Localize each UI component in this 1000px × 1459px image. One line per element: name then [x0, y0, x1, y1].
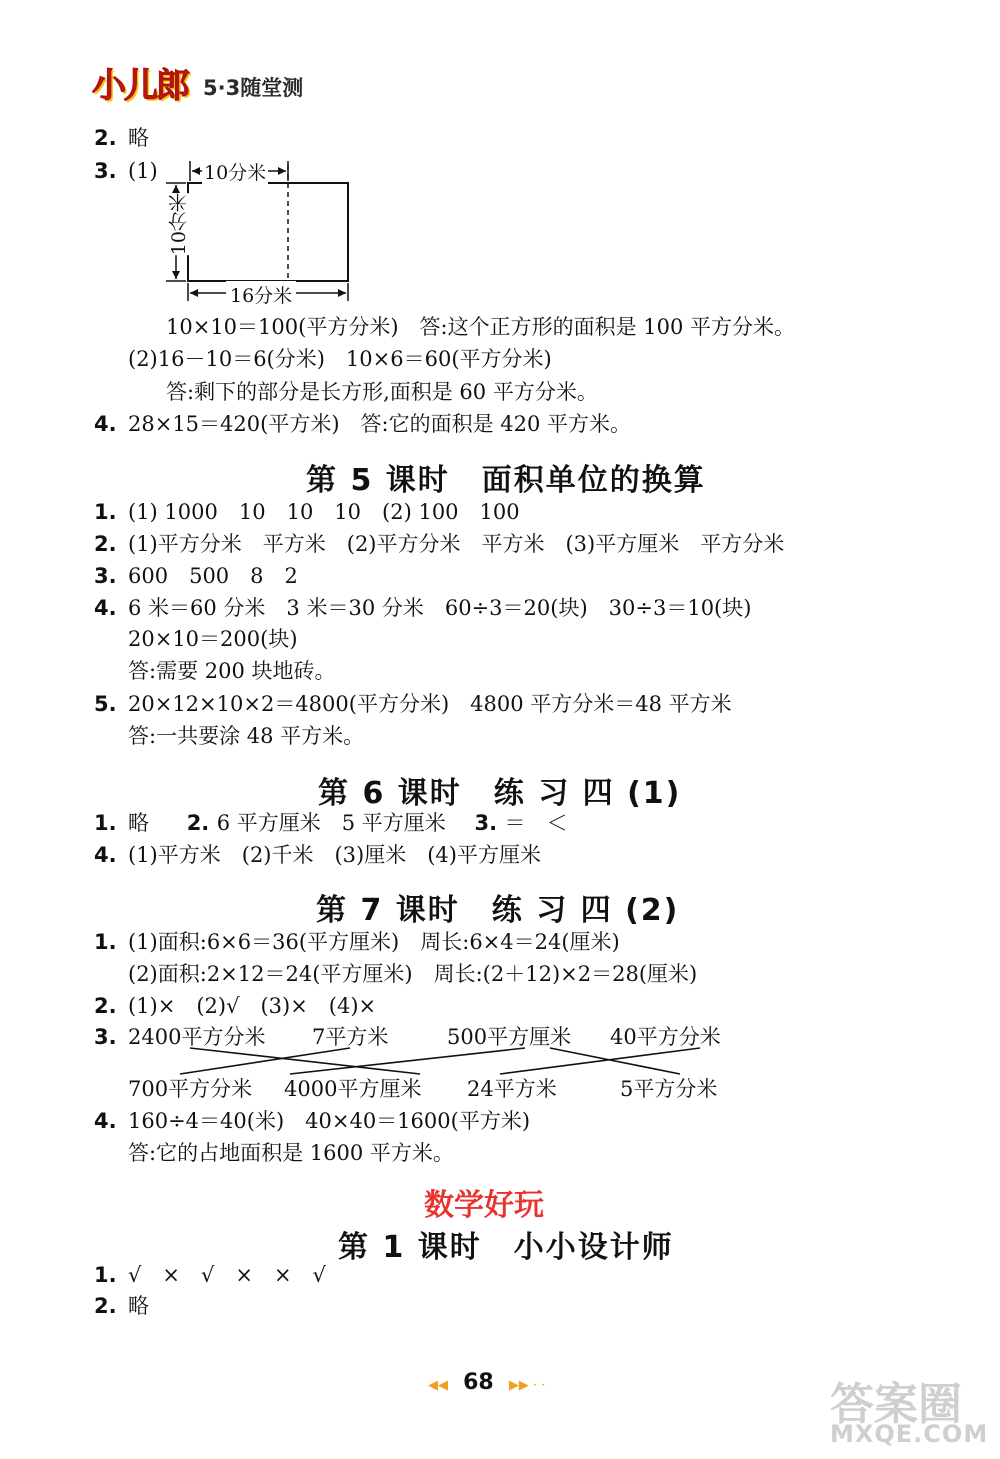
answer-text: √ × √ × × √: [128, 1263, 326, 1287]
item-number: 1.: [94, 500, 117, 524]
item-number: 2.: [94, 1294, 117, 1318]
l7-item-4b: 答:它的占地面积是 1600 平方米。: [128, 1141, 454, 1165]
l5-item-4: [94, 594, 751, 622]
lesson-6-title: 第 6 课时 练 习 四 (1): [318, 776, 682, 811]
l5-item-2: [94, 530, 784, 558]
item-number: 4.: [94, 412, 117, 436]
answer-text: 20×12×10×2＝4800(平方分米) 4800 平方分米＝48 平方米: [128, 692, 732, 716]
answer-text: (1)面积:6×6＝36(平方厘米) 周长:6×4＝24(厘米): [128, 930, 620, 954]
answer-text: 略: [128, 1294, 149, 1318]
lesson-7-title: 第 7 课时 练 习 四 (2): [316, 893, 680, 928]
left-arrows-icon: ◀◀: [428, 1378, 448, 1393]
label-bottom: 16分米: [226, 281, 296, 308]
section-title: 数学好玩: [424, 1188, 544, 1223]
l7-item-1b: (2)面积:2×12＝24(平方厘米) 周长:(2＋12)×2＝28(厘米): [128, 962, 698, 986]
l5-item-4b: [94, 625, 298, 653]
match-bottom-1: 700平方分米: [128, 1077, 253, 1101]
match-top-1: 2400平方分米: [128, 1025, 266, 1049]
item-number: 2.: [94, 994, 117, 1018]
right-arrows-icon: ▶▶ · ·: [508, 1378, 546, 1393]
answer-line: 答:剩下的部分是长方形,面积是 60 平方分米。: [166, 380, 598, 404]
answer-line: 10×10＝100(平方分米) 答:这个正方形的面积是 100 平方分米。: [166, 315, 796, 339]
answer-3: [94, 157, 158, 185]
lesson-5-title: 第 5 课时 面积单位的换算: [306, 463, 706, 498]
item-number: 1.: [94, 930, 117, 954]
match-bottom-2: 4000平方厘米: [284, 1077, 422, 1101]
item-number: 5.: [94, 692, 117, 716]
fun-lesson-title: 第 1 课时 小小设计师: [338, 1230, 674, 1265]
fun-item-2: [94, 1292, 149, 1320]
l5-item-5: [94, 690, 732, 718]
match-bottom-4: 5平方分米: [620, 1077, 718, 1101]
item-number: 1.: [94, 1263, 117, 1287]
item-number: 1.: [94, 811, 117, 835]
item-number: 3.: [94, 1025, 117, 1049]
l7-item-1: [94, 928, 620, 956]
matching-lines: [120, 1040, 740, 1080]
item-number: 3.: [474, 811, 498, 835]
fun-item-1: [94, 1261, 326, 1289]
answer-line: (2)16－10＝6(分米) 10×6＝60(平方分米): [128, 347, 552, 371]
item-number: 2.: [186, 811, 210, 835]
answer-text: 6 平方厘米 5 平方厘米: [216, 811, 446, 835]
figure-rectangle: [188, 183, 348, 281]
item-number: 4.: [94, 843, 117, 867]
l7-item-4: [94, 1107, 530, 1135]
answer-text: 160÷4＝40(米) 40×40＝1600(平方米): [128, 1109, 531, 1133]
page-number: 68: [463, 1370, 494, 1395]
l5-item-1: [94, 498, 520, 526]
label-left: 10分米: [165, 193, 192, 255]
answer-text: 20×10＝200(块): [128, 627, 298, 651]
answer-4: [94, 410, 631, 438]
brand-logo: 小儿郎: [92, 66, 188, 106]
l6-item-4: [94, 841, 541, 869]
watermark-logo: 答案圈: [830, 1379, 962, 1430]
l5-item-3: [94, 562, 298, 590]
answer-text: 答:需要 200 块地砖。: [128, 659, 336, 683]
item-number: 2.: [94, 126, 117, 150]
l5-item-4c: [94, 657, 336, 685]
label-top: 10分米: [202, 158, 268, 185]
l6-row-1: [94, 809, 567, 837]
brand-subtitle: 5·3随堂测: [203, 76, 304, 100]
answer-text: 28×15＝420(平方米) 答:它的面积是 420 平方米。: [128, 412, 632, 436]
match-bottom-3: 24平方米: [467, 1077, 557, 1101]
item-number: 3.: [94, 564, 117, 588]
match-line: [550, 1048, 680, 1074]
item-number: 2.: [94, 532, 117, 556]
answer-2: [94, 124, 149, 152]
l7-item-2: [94, 992, 376, 1020]
item-number: 4.: [94, 1109, 117, 1133]
match-top-4: 40平方分米: [610, 1025, 721, 1049]
answer-text: (1)平方分米 平方米 (2)平方分米 平方米 (3)平方厘米 平方分米: [128, 532, 785, 556]
answer-text: (1)平方米 (2)千米 (3)厘米 (4)平方厘米: [128, 843, 541, 867]
answer-text: 略: [128, 126, 149, 150]
item-number: 4.: [94, 596, 117, 620]
answer-text: (1)× (2)√ (3)× (4)×: [128, 994, 377, 1018]
answer-text: 略: [128, 811, 170, 835]
page-footer: [428, 1370, 545, 1395]
match-line: [190, 1048, 420, 1074]
match-top-3: 500平方厘米: [447, 1025, 572, 1049]
match-line: [500, 1048, 700, 1074]
answer-text: 答:一共要涂 48 平方米。: [128, 724, 365, 748]
answer-text: (1) 1000 10 10 10 (2) 100 100: [128, 500, 520, 524]
l5-item-5b: [94, 722, 364, 750]
answer-text: 600 500 8 2: [128, 564, 298, 588]
match-top-2: 7平方米: [312, 1025, 389, 1049]
answer-text: 6 米＝60 分米 3 米＝30 分米 60÷3＝20(块) 30÷3＝10(块): [128, 596, 752, 620]
answer-text: ＝ ＜: [504, 811, 568, 835]
sub-label: (1): [128, 159, 158, 183]
item-number: 3.: [94, 159, 117, 183]
watermark-url: MXQE.COM: [830, 1420, 989, 1448]
